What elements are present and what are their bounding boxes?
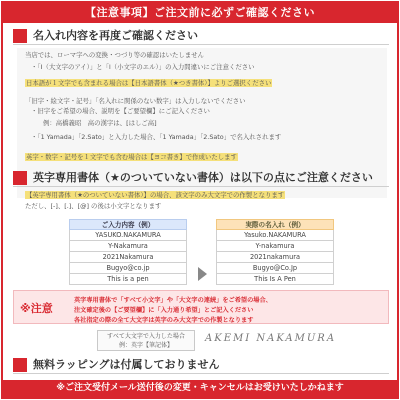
s1-line-5: ・旧字をご希望の場合、説明を【ご要望欄】にご記入ください	[31, 107, 210, 115]
engraving-example-line-2: 例：英字【筆記体】	[118, 342, 173, 349]
section-1-title	[13, 29, 389, 45]
result-example-table	[216, 219, 334, 285]
input-example-header: ご入力内容（例）	[69, 219, 187, 230]
engraving-example-box	[97, 330, 195, 351]
section-2-title-text: 英字専用書体（★のついていない書体）は以下の点にご注意ください	[33, 171, 373, 184]
s1-line-4: 「旧字・絵文字・記号」「名入れに関係のない数字」は入力しないでください	[25, 97, 246, 105]
warning-line-3: 各社指定の際の全て大文字は英字のみ大文字での作製となります	[74, 317, 254, 324]
warning-line-2: 注文確定後の【ご要望欄】に「入力通り希望」とご記入ください	[74, 307, 254, 314]
engraving-sample: AKEMI NAKAMURA	[205, 333, 337, 344]
footer-notice: ※ご注文受付メール送付後の変更・キャンセルはお受けいたしかねます	[3, 380, 397, 397]
section-1-title-text: 名入れ内容を再度ご確認ください	[33, 29, 198, 42]
table-row: This is a pen	[69, 274, 187, 285]
s1-line-8-text: 英字・数字・記号を１文字でも含む場合は【ヨコ書き】で作成いたします	[26, 153, 237, 161]
s2-line-1-text: 【英字専用書体（★のついていない書体）】の場合、該文字のみ大文字での作製となります	[26, 191, 285, 199]
s1-line-3-text: 日本語が１文字でも含まれる場合は【日本語書体（★つき書体）】よりご選択ください	[26, 79, 272, 87]
warning-box	[13, 290, 389, 324]
notice-frame	[1, 1, 399, 399]
s1-line-7: ・「1 Yamada」「2.Sato」と入力した場合、「1 Yamada」「2.Sato」で名入れされます	[31, 133, 282, 141]
table-row: This Is A Pen	[216, 274, 334, 285]
warning-label: ※注意	[20, 302, 53, 315]
section-marker-icon	[13, 29, 27, 43]
section-marker-icon	[13, 358, 27, 372]
section-3-title-text: 無料ラッピングは付属しておりません	[33, 358, 220, 371]
section-2-title	[13, 171, 389, 187]
warning-line-1: 英字専用書体で「すべて小文字」や「大文字の連続」をご希望の場合、	[74, 297, 272, 304]
notice-header: 【注意事項】ご注文前に必ずご確認ください	[3, 3, 397, 23]
input-example-table	[69, 219, 187, 285]
engraving-example-line-1: すべて大文字で入力した場合	[107, 333, 185, 340]
arrow-right-icon	[198, 267, 207, 281]
s1-line-8	[25, 153, 238, 162]
table-row: Bugyo@Co.Jp	[216, 263, 334, 274]
table-row: Yasuko.NAKAMURA	[216, 230, 334, 241]
s1-line-2: ・「I（大文字のアイ）」と「l（小文字のエル）」の入力間違いにご注意ください	[31, 63, 255, 71]
s2-line-1	[25, 191, 285, 200]
table-row: Y-Nakamura	[69, 241, 187, 252]
s1-line-3	[25, 79, 272, 88]
s2-line-2: ただし、[-]、[.]、[@] の後は小文字となります	[25, 202, 162, 210]
s1-line-1: 当店では、ローマ字への変換・つづり等の確認はいたしません	[25, 51, 204, 59]
table-row: YASUKO.NAKAMURA	[69, 230, 187, 241]
s1-line-6: 例：高橋義昭 高の漢字は、[はしご高]	[43, 119, 157, 127]
section-marker-icon	[13, 171, 27, 185]
table-row: Y-nakamura	[216, 241, 334, 252]
table-row: 2021Nakamura	[69, 252, 187, 263]
section-3-title	[13, 358, 389, 374]
table-row: Bugyo@co.jp	[69, 263, 187, 274]
result-example-header: 実際の名入れ（例）	[216, 219, 334, 230]
table-row: 2021nakamura	[216, 252, 334, 263]
